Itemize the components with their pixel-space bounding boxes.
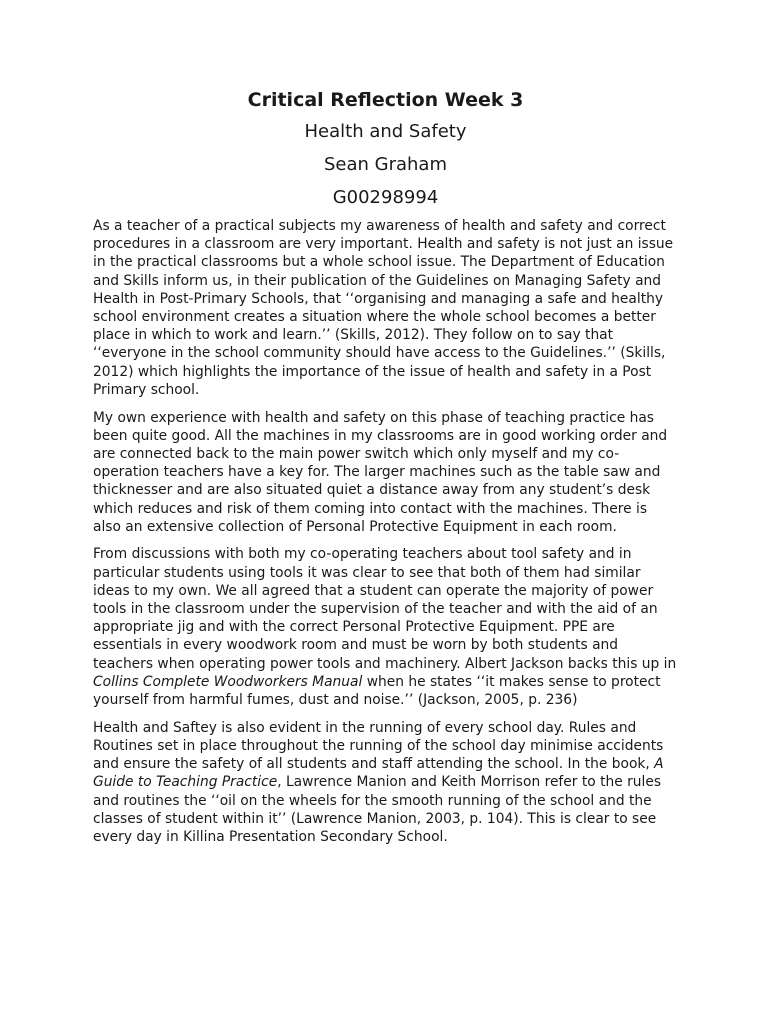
paragraph-3-text-end: when he states ‘‘it makes sense to protect yourself from harmful fumes, dust and noise.’’ (Jackson, 2005, p. 236) (93, 673, 661, 709)
paragraph-3-text-start: From discussions with both my co-operating teachers about tool safety and in particular students using tools it was clear to see that both of them had similar ideas to my own. We all agreed that a student can operate the majority of power tools in the classroom under the supervision of the teacher and with the aid of an appropriate jig and with the correct Personal Protective Equipment. PPE are essentials in every woodwork room and must be worn by both students and teachers when operating power tools and machinery. Albert Jackson backs this up in (93, 546, 677, 672)
paragraph-2: My own experience with health and safety on this phase of teaching practice has been quite good. All the machines in my classrooms are in good working order and are connected back to the main power switch which only myself and my co-operation teachers have a key for. The larger machines such as the table saw and thicknesser and are also situated quiet a distance away from any student’s desk which reduces and risk of them coming into contact with the machines. There is also an extensive collection of Personal Protective Equipment in each room. (93, 409, 668, 535)
author-name: Sean Graham (323, 154, 447, 175)
title-block (93, 86, 678, 212)
body-text (93, 217, 678, 846)
document-title: Critical Reflection Week 3 (247, 89, 524, 111)
book-title-collins: Collins Complete Woodworkers Manual (93, 673, 363, 690)
paragraph-4-text-start: Health and Saftey is also evident in the running of every school day. Rules and Routines set in place throughout the running of the school day minimise accidents and ensure the safety of all students and staff attending the school. In the book, (93, 719, 664, 773)
paragraph-4 (93, 719, 678, 846)
document-subtitle: Health and Safety (304, 121, 467, 142)
paragraph-3 (93, 545, 678, 709)
document-page (93, 86, 678, 856)
student-id: G00298994 (332, 187, 439, 208)
paragraph-4-text-end: , Lawrence Manion and Keith Morrison refer to the rules and routines the ‘‘oil on the wheels for the smooth running of the school and the classes of student within it’’ (Lawrence Manion, 2003, p. 104). This is clear to see every day in Killina Presentation Secondary School. (93, 774, 662, 845)
paragraph-1: As a teacher of a practical subjects my awareness of health and safety and correct procedures in a classroom are very important. Health and safety is not just an issue in the practical classrooms but a whole school issue. The Department of Education and Skills inform us, in their publication of the Guidelines on Managing Safety and Health in Post-Primary Schools, that ‘‘organising and managing a safe and healthy school environment creates a situation where the whole school becomes a better place in which to work and learn.’’ (Skills, 2012). They follow on to say that ‘‘everyone in the school community should have access to the Guidelines.’’ (Skills, 2012) which highlights the importance of the issue of health and safety in a Post Primary school. (93, 218, 674, 398)
book-title-guide: A Guide to Teaching Practice (93, 756, 664, 791)
